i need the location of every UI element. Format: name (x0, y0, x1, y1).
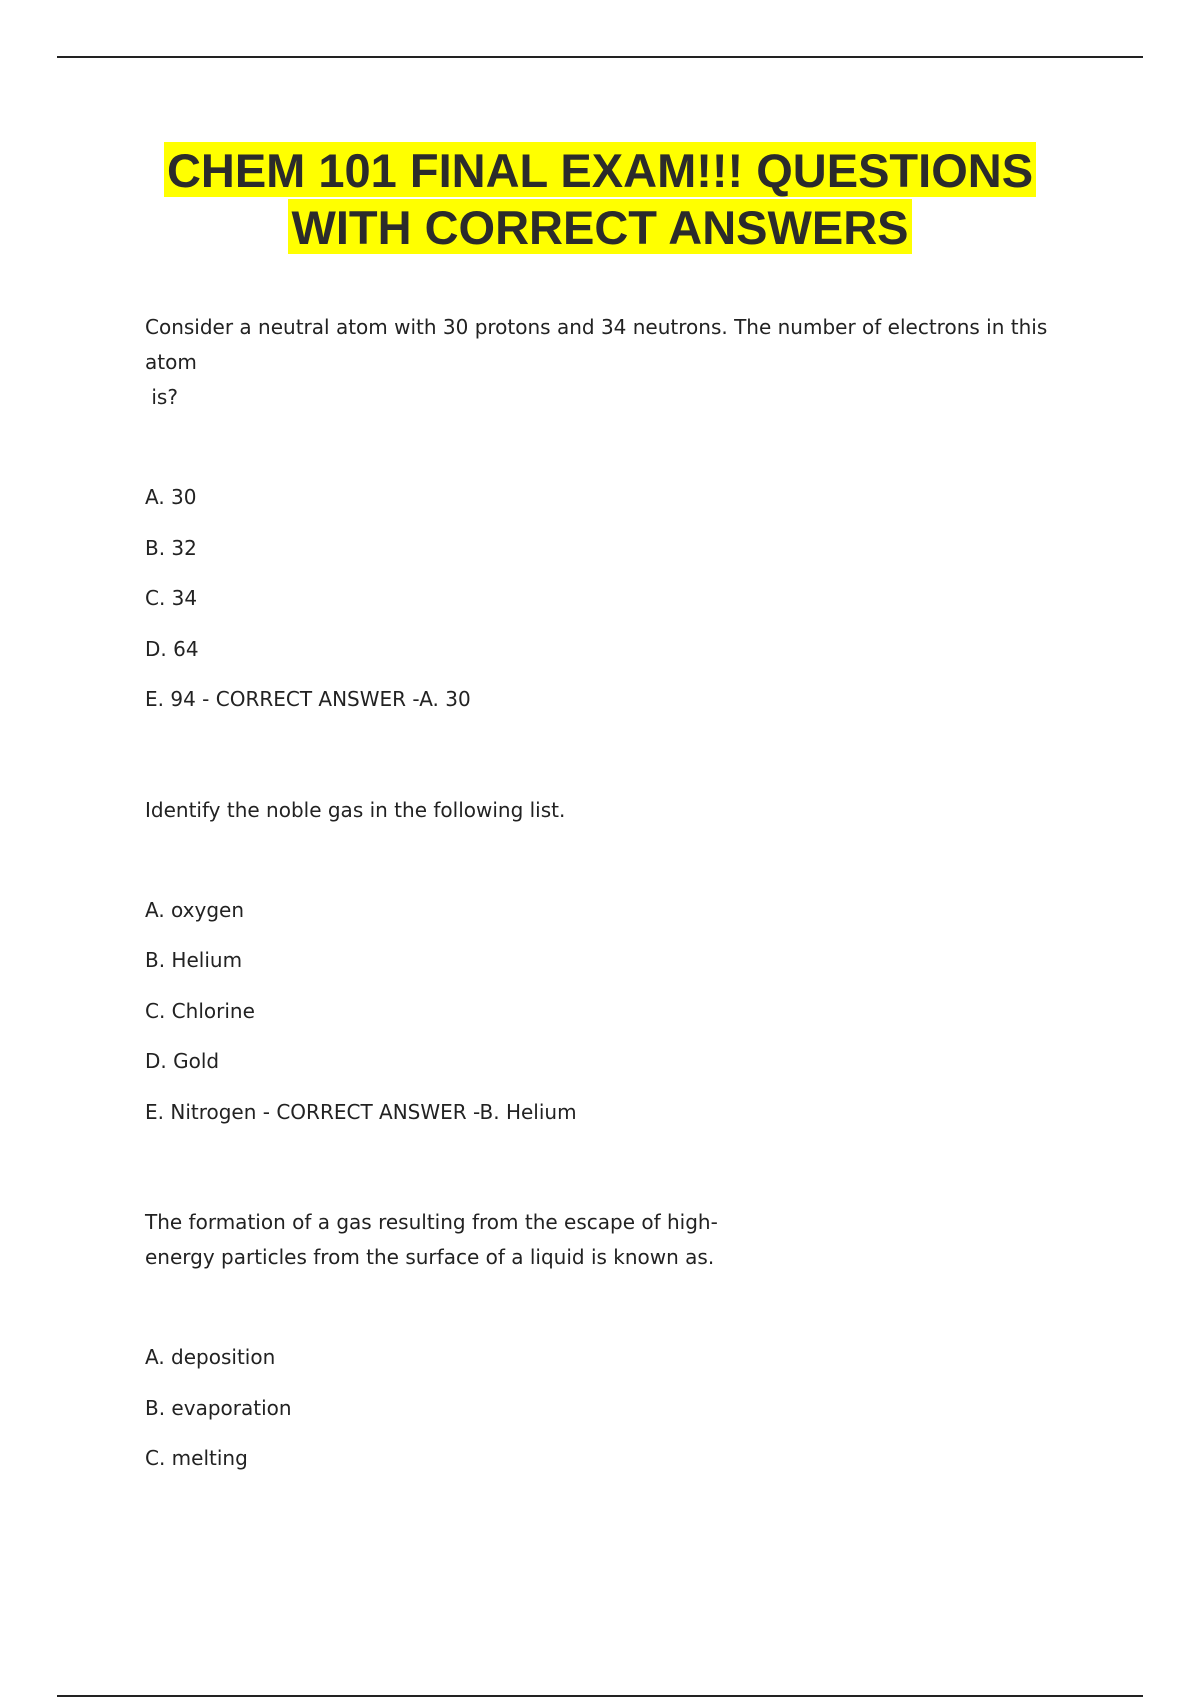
question-2-prompt-line-1: Identify the noble gas in the following list. (145, 797, 566, 822)
option-item: B. evaporation (145, 1395, 292, 1420)
option-item: D. Gold (145, 1049, 220, 1073)
option-item: A. deposition (145, 1345, 276, 1369)
option-item: C. 34 (145, 586, 198, 610)
option-item-with-answer: E. 94 - CORRECT ANSWER -A. 30 (145, 687, 471, 711)
option-item: D. 64 (145, 636, 199, 661)
question-1-prompt (145, 310, 1100, 415)
question-3-prompt (145, 1205, 1100, 1275)
question-3-prompt-line-2: energy particles from the surface of a liquid is known as. (145, 1245, 715, 1269)
question-1-prompt-line-1: Consider a neutral atom with 30 protons and 34 neutrons. The number of electrons in this atom (145, 315, 1048, 374)
question-3-prompt-line-1: The formation of a gas resulting from the escape of high- (145, 1210, 718, 1234)
question-1-prompt-line-2: is? (145, 385, 178, 409)
question-2-prompt (145, 793, 1100, 828)
option-item: B. 32 (145, 535, 197, 560)
option-item: A. oxygen (145, 897, 245, 922)
question-3 (145, 1205, 1100, 1495)
question-3-options (145, 1343, 1100, 1495)
option-item: A. 30 (145, 485, 197, 509)
exam-content (145, 310, 1100, 1495)
question-2-options (145, 896, 1100, 1149)
title-line-1: CHEM 101 FINAL EXAM!!! QUESTIONS (164, 142, 1036, 197)
option-item-with-answer: E. Nitrogen - CORRECT ANSWER -B. Helium (145, 1099, 577, 1124)
title-line-2: WITH CORRECT ANSWERS (288, 199, 911, 254)
question-2 (145, 793, 1100, 1149)
question-1-options (145, 483, 1100, 736)
option-item: C. Chlorine (145, 998, 255, 1023)
option-item: B. Helium (145, 948, 243, 972)
footer-rule (57, 1695, 1143, 1697)
option-item: C. melting (145, 1446, 248, 1470)
question-1 (145, 310, 1100, 736)
header-rule (57, 56, 1143, 58)
page-title (0, 142, 1200, 256)
